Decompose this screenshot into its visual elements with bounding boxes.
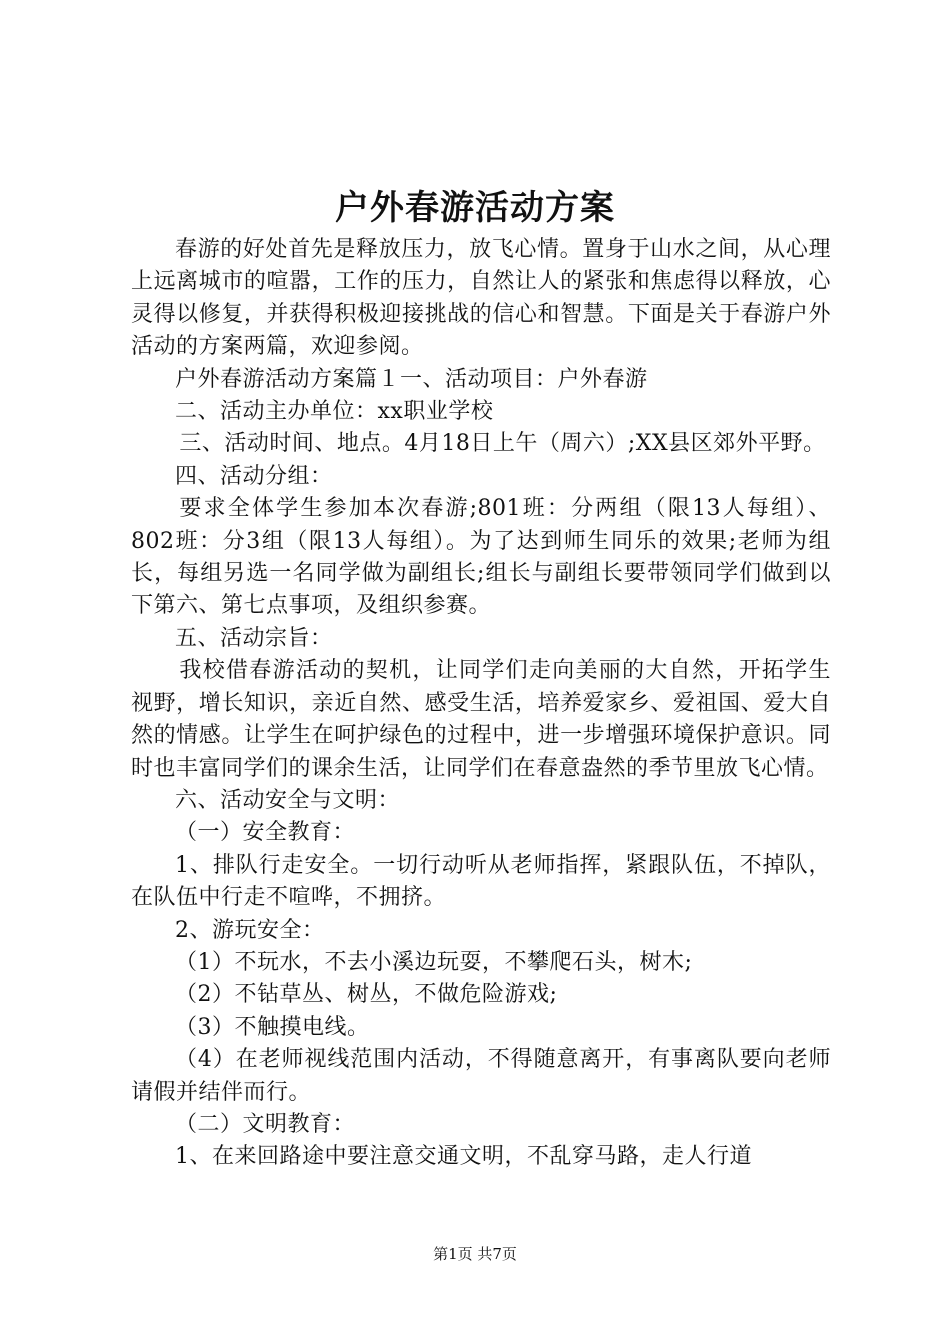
paragraph-time-place: 三、活动时间、地点。4月18日上午（周六）;XX县区郊外平野。 [179, 431, 826, 457]
paragraph-play-rule-3: （3）不触摸电线。 [175, 1014, 370, 1040]
paragraph-intro: 春游的好处首先是释放压力，放飞心情。置身于山水之间，从心理上远离城市的喧嚣，工作的压力，自然让人的紧张和焦虑得以释放，心灵得以修复，并获得积极迎接挑战的信心和智慧。下面是关于春游户外活动的方案两篇，欢迎参阅。 [131, 237, 831, 360]
document-title: 户外春游活动方案 [335, 188, 615, 228]
page-number-footer: 第1页 共7页 [433, 1245, 517, 1263]
paragraph-grouping: 要求全体学生参加本次春游;801班：分两组（限13人每组）、802班：分3组（限13人每组）。为了达到师生同乐的效果;老师为组长，每组另选一名同学做为副组长;组长与副组长要带领同学们做到以下第六、第七点事项，及组织参赛。 [131, 496, 831, 619]
paragraph-purpose: 我校借春游活动的契机，让同学们走向美丽的大自然，开拓学生视野，增长知识，亲近自然、感受生活，培养爱家乡、爱祖国、爱大自然的情感。让学生在呵护绿色的过程中，进一步增强环境保护意识。同时也丰富同学们的课余生活，让同学们在春意盎然的季节里放飞心情。 [131, 658, 831, 781]
paragraph-safety-item-1: 1、排队行走安全。一切行动听从老师指挥，紧跟队伍，不掉队，在队伍中行走不喧哗，不拥挤。 [131, 852, 831, 911]
paragraph-civility-item-1: 1、在来回路途中要注意交通文明，不乱穿马路，走人行道 [175, 1144, 752, 1170]
paragraph-safety-education: （一）安全教育： [175, 820, 356, 846]
paragraph-play-rule-1: （1）不玩水，不去小溪边玩耍，不攀爬石头，树木; [175, 949, 693, 975]
paragraph-organizer: 二、活动主办单位：xx职业学校 [175, 399, 494, 425]
document-body [131, 234, 831, 1174]
paragraph-play-rule-4: （4）在老师视线范围内活动，不得随意离开，有事离队要向老师请假并结伴而行。 [131, 1047, 831, 1105]
paragraph-play-rule-2: （2）不钻草丛、树丛，不做危险游戏; [175, 982, 558, 1008]
paragraph-safety-heading: 六、活动安全与文明： [175, 787, 401, 813]
paragraph-plan-heading: 户外春游活动方案篇１一、活动项目：户外春游 [175, 366, 648, 392]
paragraph-purpose-heading: 五、活动宗旨： [175, 625, 333, 651]
paragraph-safety-item-2: 2、游玩安全： [175, 917, 325, 943]
paragraph-civility-heading: （二）文明教育： [175, 1111, 356, 1137]
paragraph-grouping-heading: 四、活动分组： [175, 463, 333, 489]
